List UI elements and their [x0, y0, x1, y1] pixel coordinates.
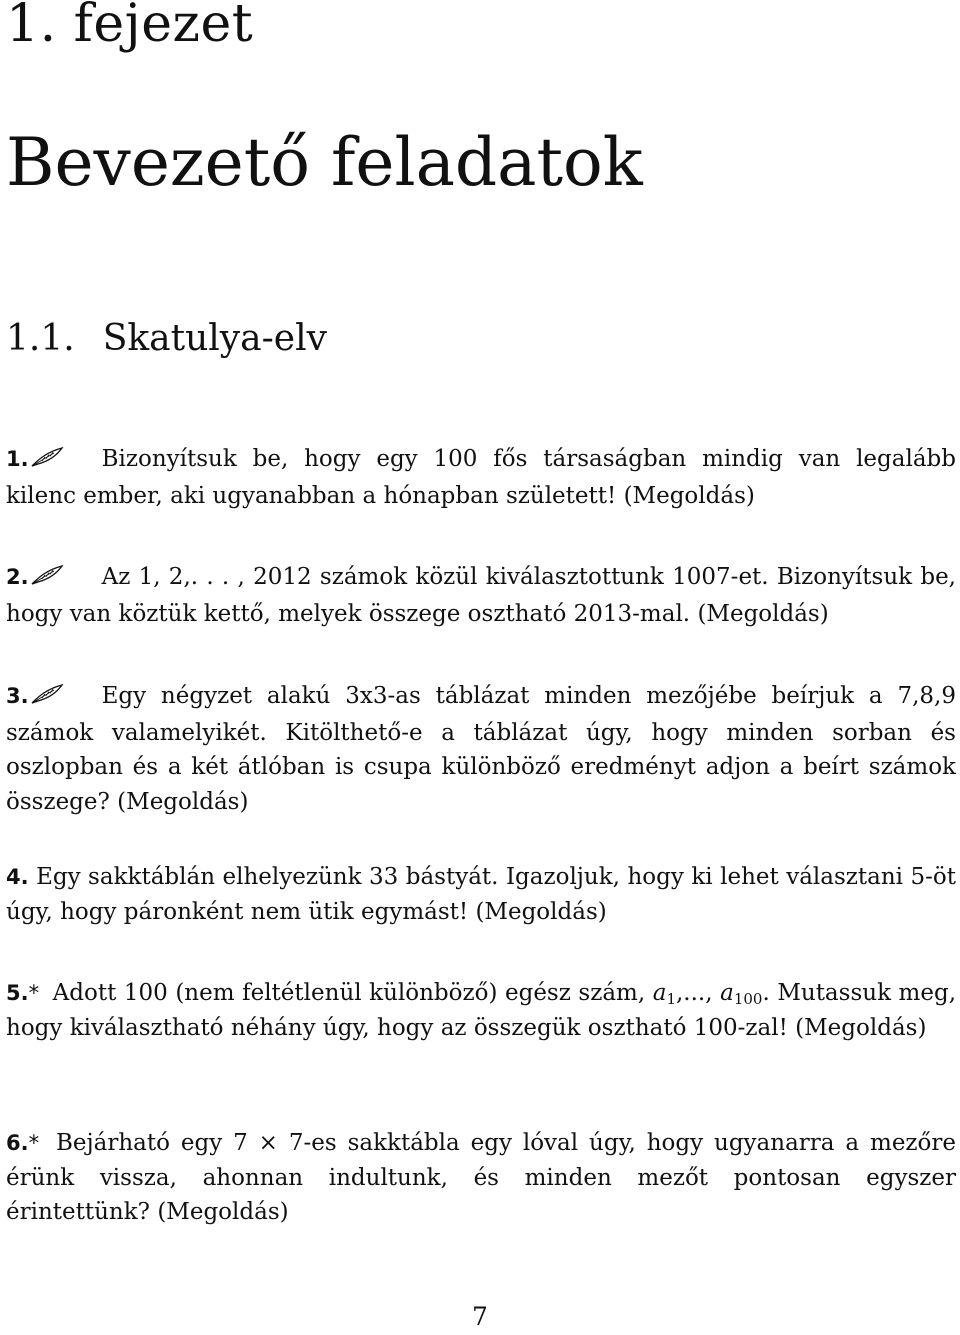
problem-6	[6, 1126, 956, 1230]
section-number: 1.1.	[6, 318, 75, 359]
solution-link[interactable]: (Megoldás)	[157, 1199, 289, 1225]
math-variable: a	[652, 980, 667, 1006]
solution-link[interactable]: (Megoldás)	[623, 482, 755, 509]
problem-number: 2.	[6, 565, 29, 589]
solution-link[interactable]: (Megoldás)	[795, 1014, 927, 1041]
problem-3	[6, 679, 956, 819]
problem-5	[6, 976, 956, 1045]
problem-text-after: . Mutassuk meg, hogy kiválasztható néhány úgy, hogy az összegük osztható 100-zal!	[6, 980, 957, 1041]
star-marker: *	[28, 1131, 40, 1155]
problem-1	[6, 442, 956, 513]
solution-link[interactable]: (Megoldás)	[117, 788, 249, 815]
section-title	[6, 318, 327, 359]
problem-2	[6, 560, 956, 631]
math-subscript: 1	[666, 990, 676, 1008]
problem-text: Egy sakktáblán elhelyezünk 33 bástyát. Igazoljuk, hogy ki lehet választani 5-öt úgy, hogy páronként nem ütik egymást!	[6, 864, 956, 925]
solution-link[interactable]: (Megoldás)	[475, 898, 607, 925]
problem-4	[6, 860, 956, 929]
quill-icon	[30, 681, 64, 716]
problem-text: Az 1, 2,. . . , 2012 számok közül kiválasztottunk 1007-et. Bizonyítsuk be, hogy van köztük kettő, melyek összege osztható 2013-mal.	[6, 564, 956, 627]
quill-icon	[30, 562, 64, 597]
problem-text: Bejárható egy 7 × 7-es sakktábla egy lóval úgy, hogy ugyanarra a mezőre érünk vissza, ahonnan indultunk, és minden mezőt pontosan egyszer érintettünk?	[6, 1130, 957, 1225]
problem-number: 4.	[6, 865, 29, 889]
problem-number: 1.	[6, 447, 29, 471]
problem-number: 6.	[6, 1131, 29, 1155]
star-marker: *	[28, 981, 40, 1005]
chapter-label: 1. fejezet	[6, 0, 254, 54]
problem-text: Egy négyzet alakú 3x3-as táblázat minden mezőjébe beírjuk a 7,8,9 számok valamelyikét. Kitölthető-e a táblázat úgy, hogy minden sorban és oszlopban és a két átlóban is csupa különböző eredményt adjon a beírt számok összege?	[6, 683, 956, 815]
problem-text-before: Adott 100 (nem feltétlenül különböző) egész szám,	[52, 980, 653, 1006]
chapter-title: Bevezető feladatok	[6, 124, 643, 201]
math-variable: a	[720, 980, 734, 1006]
math-subscript: 100	[733, 990, 763, 1008]
section-name: Skatulya-elv	[102, 318, 327, 359]
math-separator: ,...,	[675, 980, 713, 1006]
quill-icon	[30, 444, 64, 479]
solution-link[interactable]: (Megoldás)	[697, 600, 829, 627]
page-number: 7	[472, 1302, 488, 1331]
problem-number: 5.	[6, 981, 29, 1005]
problem-number: 3.	[6, 684, 29, 708]
problem-text: Bizonyítsuk be, hogy egy 100 fős társaságban mindig van legalább kilenc ember, aki ugyanabban a hónapban született!	[6, 446, 956, 509]
